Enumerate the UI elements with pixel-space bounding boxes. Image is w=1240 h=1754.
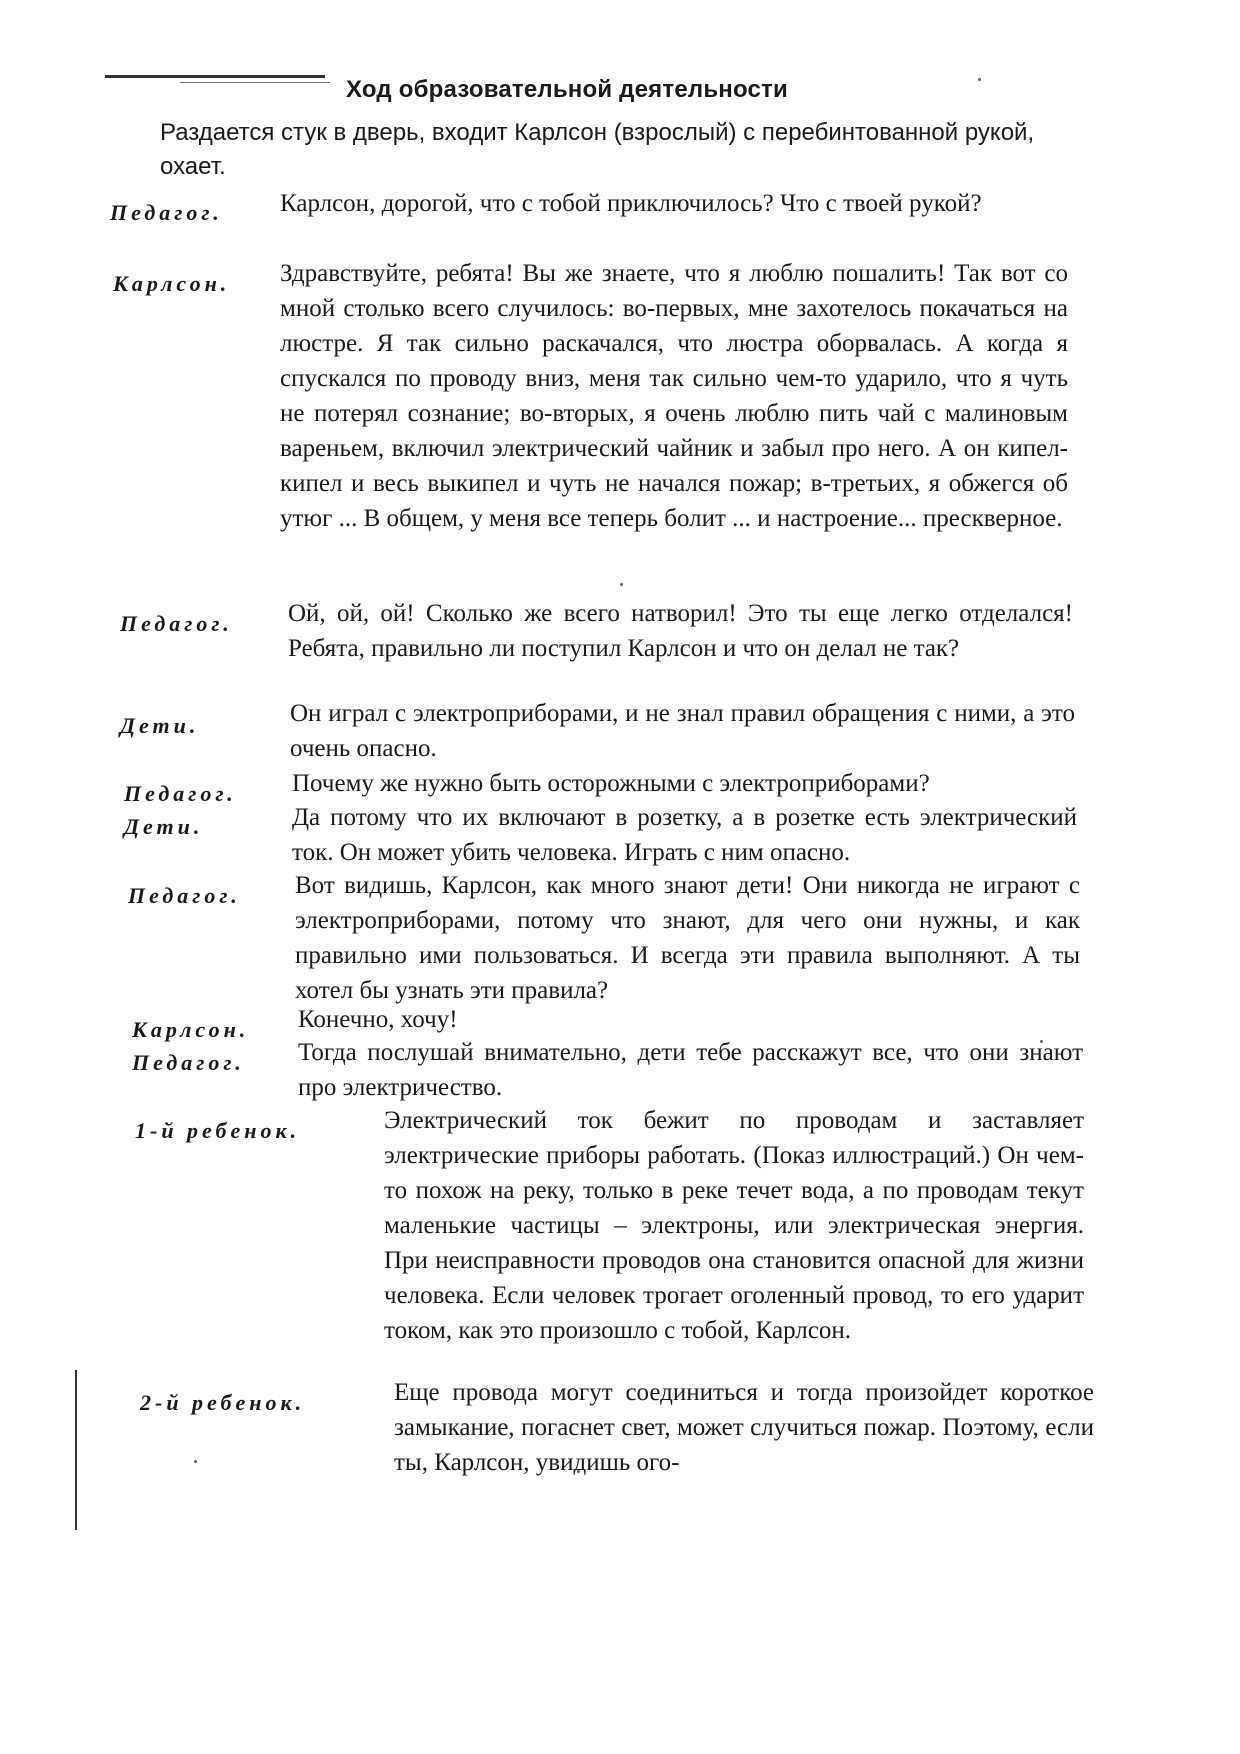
speech-text: Здравствуйте, ребята! Вы же знаете, что я люблю пошалить! Так вот со мной столько всего случилось: во-первых, мне захотелось покачаться на люстре. Я так сильно раскачался, что люстра оборвалась. А когда я спускался по проводу вниз, меня так сильно чем-то ударило, что я чуть не потерял сознание; во-вторых, я очень люблю пить чай с малиновым вареньем, включил электрический чайник и забыл про него. А он кипел-кипел и весь выкипел и чуть не начался пожар; в-третьих, я обжегся об утюг ... В общем, у меня все теперь болит ... и настроение... прескверное. [280,260,1068,532]
speech-text: Почему же нужно быть осторожными с электроприборами? [292,770,930,797]
speaker-label: Дети. [124,814,204,839]
top-rule-thin [180,82,330,83]
speech-text: Электрический ток бежит по проводам и заставляет электрические приборы работать. (Показ иллюстраций.) Он чем-то похож на реку, только в реке течет вода, а по проводам текут маленькие частицы – электроны, или электрическая энергия. При неисправности проводов она становится опасной для жизни человека. Если человек трогает оголенный провод, то его ударит током, как это произошло с тобой, Карлсон. [384,1107,1084,1344]
speaker-label: 1-й ребенок. [135,1118,301,1143]
speaker-label: Педагог. [132,1050,245,1075]
speaker-label: Педагог. [128,883,241,908]
speaker-label: Педагог. [124,781,237,806]
speaker-label: Карлсон. [113,271,231,296]
speech-text: Конечно, хочу! [298,1006,458,1033]
margin-scan-line [75,1370,77,1530]
speech-text: Тогда послушай внимательно, дети тебе расскажут все, что они знают про электричество. [298,1039,1083,1101]
speaker-label: Карлсон. [132,1017,250,1042]
speaker-label: Дети. [120,713,200,738]
scan-speck [194,1460,197,1463]
stage-direction: Раздается стук в дверь, входит Карлсон (взрослый) с перебинтованной рукой, охает. [160,119,1035,180]
scan-speck [978,78,981,81]
speaker-label: Педагог. [120,611,233,636]
speech-text: Да потому что их включают в розетку, а в розетке есть электрический ток. Он может убить человека. Играть с ним опасно. [292,804,1077,866]
speech-text: Еще провода могут соединиться и тогда произойдет короткое замыкание, погаснет свет, может случиться пожар. Поэтому, если ты, Карлсон, увидишь ого- [394,1379,1094,1476]
section-heading: Ход образовательной деятельности [346,76,788,103]
top-rule [105,75,325,78]
scan-speck [620,583,623,586]
speech-text: Вот видишь, Карлсон, как много знают дети! Они никогда не играют с электроприборами, потому что знают, для чего они нужны, и как правильно ими пользоваться. И всегда эти правила выполняют. А ты хотел бы узнать эти правила? [295,872,1080,1004]
speaker-label: 2-й ребенок. [140,1390,306,1415]
speech-text: Ой, ой, ой! Сколько же всего натворил! Это ты еще легко отделался! Ребята, правильно ли поступил Карлсон и что он делал не так? [288,600,1073,662]
speech-text: Карлсон, дорогой, что с тобой приключилось? Что с твоей рукой? [280,190,982,217]
speaker-label: Педагог. [110,200,223,225]
speech-text: Он играл с электроприборами, и не знал правил обращения с ними, а это очень опасно. [290,700,1075,762]
